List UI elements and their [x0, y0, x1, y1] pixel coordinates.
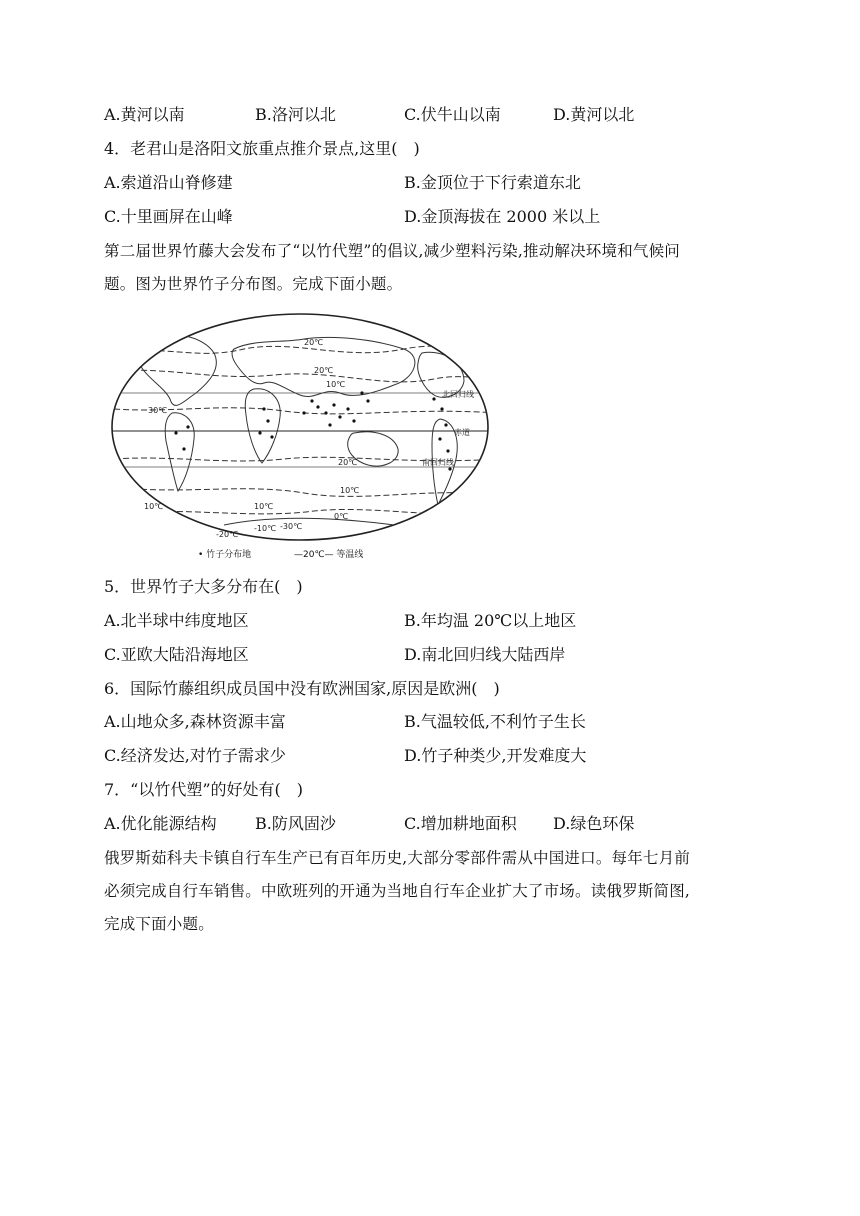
q5-option-a: A.北半球中纬度地区: [104, 611, 249, 630]
q5-option-c: C.亚欧大陆沿海地区: [104, 645, 249, 664]
tropic-of-capricorn-label: 南回归线: [422, 458, 454, 467]
isotherm-label: 10℃: [340, 486, 360, 495]
q4-option-b: B.金顶位于下行索道东北: [404, 173, 581, 192]
passage2-line3: 完成下面小题。: [104, 915, 214, 933]
q4-option-c: C.十里画屏在山峰: [104, 207, 233, 226]
q6-stem: 6．国际竹藤组织成员国中没有欧洲国家,原因是欧洲( ): [104, 679, 500, 698]
q6-option-a: A.山地众多,森林资源丰富: [104, 712, 286, 731]
q7-option-a: A.优化能源结构: [104, 814, 217, 833]
q4-stem: 4．老君山是洛阳文旅重点推介景点,这里( ): [104, 139, 420, 158]
q3-option-c: C.伏牛山以南: [404, 105, 501, 124]
q6-option-c: C.经济发达,对竹子需求少: [104, 746, 286, 765]
isotherm-label: 20℃: [338, 458, 358, 467]
world-bamboo-map: [104, 309, 498, 561]
isotherm-label: -30℃: [280, 522, 303, 531]
isotherm-label: -20℃: [216, 530, 239, 539]
isotherm-label: 20℃: [304, 338, 324, 347]
q7-stem: 7．“以竹代塑”的好处有( ): [104, 780, 304, 799]
passage1-line1: 第二届世界竹藤大会发布了“以竹代塑”的倡议,减少塑料污染,推动解决环境和气候问: [104, 242, 681, 260]
q7-option-d: D.绿色环保: [553, 814, 635, 833]
isotherm-label: 0℃: [334, 512, 349, 521]
passage2-line2: 必须完成自行车销售。中欧班列的开通为当地自行车企业扩大了市场。读俄罗斯简图,: [104, 882, 691, 900]
q3-option-b: B.洛河以北: [255, 105, 336, 124]
isotherm-label: 10℃: [144, 502, 164, 511]
q5-option-b: B.年均温 20℃以上地区: [404, 611, 577, 630]
passage2-line1: 俄罗斯茹科夫卡镇自行车生产已有百年历史,大部分零部件需从中国进口。每年七月前: [104, 849, 691, 867]
isotherm-label: 10℃: [254, 502, 274, 511]
isotherm-label: 30℃: [148, 406, 168, 415]
isotherm-label: 20℃: [314, 366, 334, 375]
isotherm-label: -10℃: [254, 524, 277, 533]
legend-isotherm: —20℃— 等温线: [294, 550, 364, 560]
equator-label: 赤道: [454, 428, 470, 437]
q5-option-d: D.南北回归线大陆西岸: [404, 645, 566, 664]
legend-bamboo: • 竹子分布地: [198, 550, 252, 560]
q6-option-d: D.竹子种类少,开发难度大: [404, 746, 587, 765]
q5-stem: 5．世界竹子大多分布在( ): [104, 577, 303, 596]
q3-option-d: D.黄河以北: [553, 105, 635, 124]
q4-option-d: D.金顶海拔在 2000 米以上: [404, 207, 601, 226]
q4-option-a: A.索道沿山脊修建: [104, 173, 233, 192]
q3-option-a: A.黄河以南: [104, 105, 185, 124]
tropic-of-cancer-label: 北回归线: [442, 390, 474, 399]
q7-option-c: C.增加耕地面积: [404, 814, 517, 833]
q6-option-b: B.气温较低,不利竹子生长: [404, 712, 586, 731]
passage1-line2: 题。图为世界竹子分布图。完成下面小题。: [104, 275, 403, 293]
isotherm-label: 10℃: [326, 380, 346, 389]
q7-option-b: B.防风固沙: [255, 814, 336, 833]
